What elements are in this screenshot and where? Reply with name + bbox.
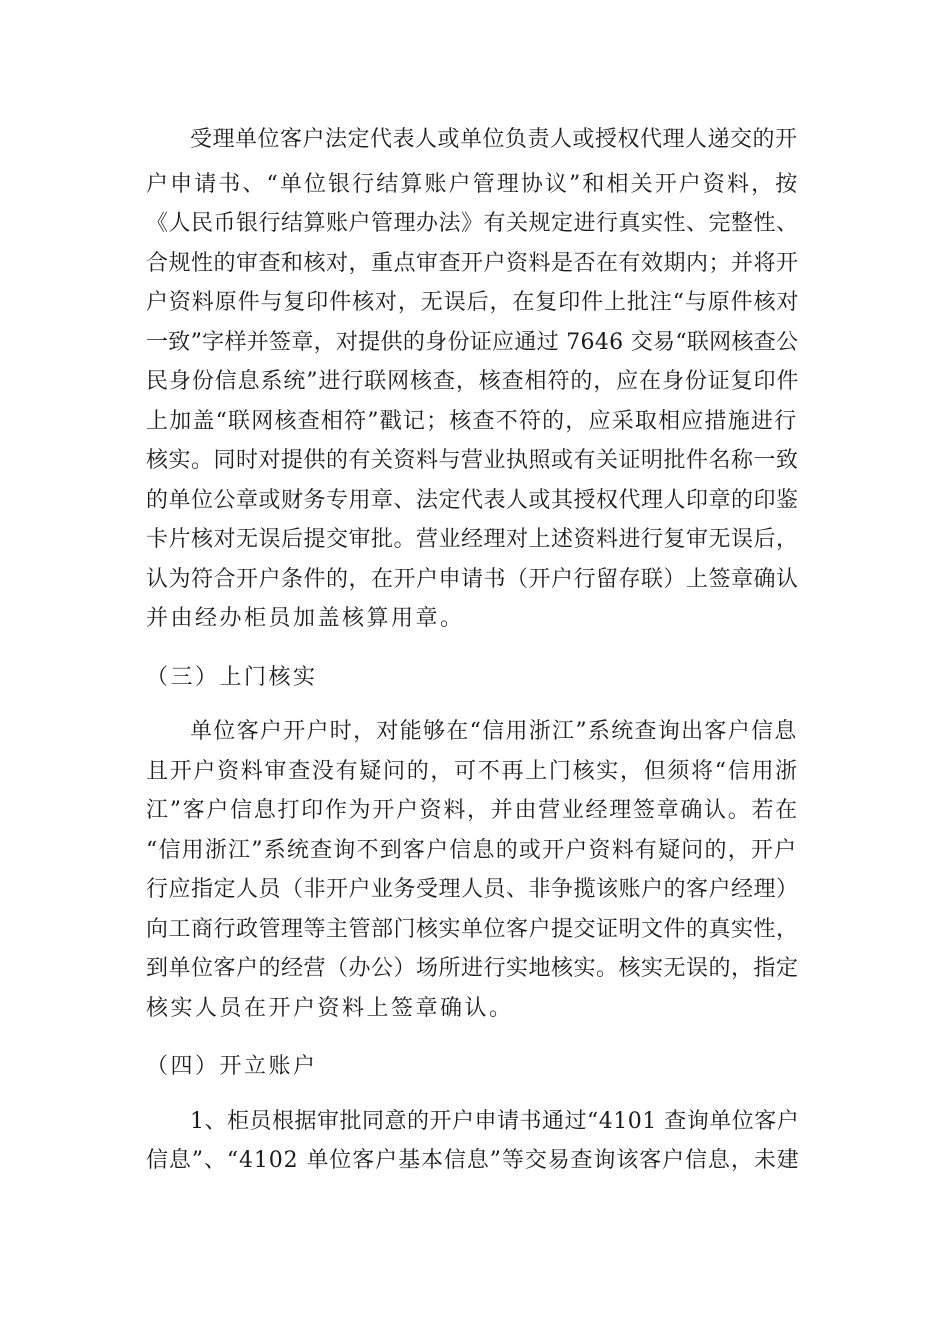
section-heading-3: （三）上门核实 xyxy=(146,665,318,690)
para2-line: 且开户资料审查没有疑问的，可不再上门核实，但须将“信用浙 xyxy=(146,759,799,784)
para3-line: 信息”、“4102 单位客户基本信息”等交易查询该客户信息，未建 xyxy=(146,1148,800,1173)
para2-line: 江”客户信息打印作为开户资料，并由营业经理签章确认。若在 xyxy=(146,798,799,823)
para1-line: 上加盖“联网核查相符”戳记；核查不符的，应采取相应措施进行 xyxy=(146,409,798,434)
para2-line: “信用浙江”系统查询不到客户信息的或开户资料有疑问的，开户 xyxy=(146,838,798,863)
para1-line: 并由经办柜员加盖核算用章。 xyxy=(146,606,465,631)
para1-line: 认为符合开户条件的，在开户申请书（开户行留存联）上签章确认 xyxy=(146,567,799,592)
para1-line: 一致”字样并签章，对提供的身份证应通过 7646 交易“联网核查公 xyxy=(146,330,799,355)
para1-line: 受理单位客户法定代表人或单位负责人或授权代理人递交的开 xyxy=(190,127,798,152)
para2-line: 到单位客户的经营（办公）场所进行实地核实。核实无误的，指定 xyxy=(146,956,799,981)
section-heading-4: （四）开立账户 xyxy=(146,1054,318,1079)
para1-line: 户申请书、“单位银行结算账户管理协议”和相关开户资料，按 xyxy=(146,172,800,197)
para1-line: 民身份信息系统”进行联网核查，核查相符的，应在身份证复印件 xyxy=(146,369,800,394)
para1-line: 合规性的审查和核对，重点审查开户资料是否在有效期内；并将开 xyxy=(146,251,799,276)
para1-line: 核实。同时对提供的有关资料与营业执照或有关证明批件名称一致 xyxy=(146,448,799,473)
para1-line: 卡片核对无误后提交审批。营业经理对上述资料进行复审无误后， xyxy=(146,527,799,552)
para3-line: 1、柜员根据审批同意的开户申请书通过“4101 查询单位客户 xyxy=(190,1109,800,1134)
para1-line: 户资料原件与复印件核对，无误后，在复印件上批注“与原件核对 xyxy=(146,290,800,315)
para1-line: 《人民币银行结算账户管理办法》有关规定进行真实性、完整性、 xyxy=(146,211,799,236)
para2-line: 核实人员在开户资料上签章确认。 xyxy=(146,996,514,1021)
para2-line: 单位客户开户时，对能够在“信用浙江”系统查询出客户信息 xyxy=(190,719,798,744)
para1-line: 的单位公章或财务专用章、法定代表人或其授权代理人印章的印鉴 xyxy=(146,488,799,513)
para2-line: 行应指定人员（非开户业务受理人员、非争揽该账户的客户经理） xyxy=(146,877,799,902)
para2-line: 向工商行政管理等主管部门核实单位客户提交证明文件的真实性， xyxy=(146,917,799,942)
